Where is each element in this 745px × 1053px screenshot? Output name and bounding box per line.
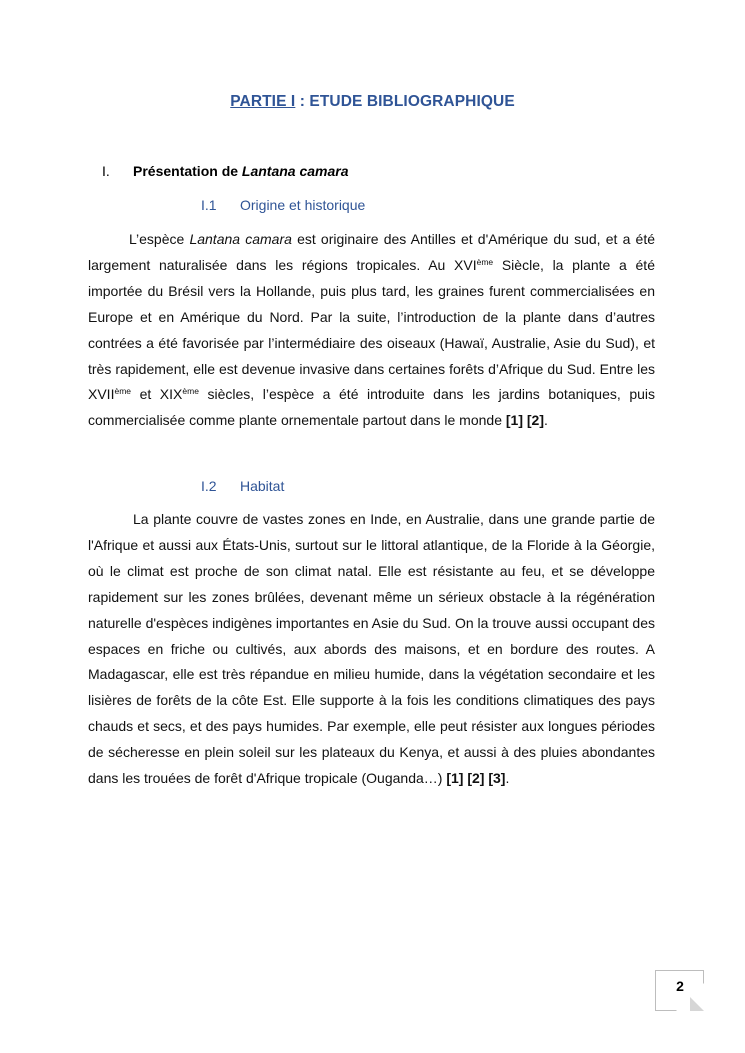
page-number: 2 — [676, 978, 684, 994]
text-run: Siècle, la plante a été importée du Brésil vers la Hollande, puis plus tard, les graines furent commercialisées en Europe et en Amérique du Nord. Par la suite, l’introduction de la plante dans d’autres contrées a été favorisée par l’intermédiaire des oiseaux (Hawaï, Australie, Asie du Sud), et très rapidement, elle est devenue invasive dans certaines forêts d’Afrique du Sud. Entre les XVII — [88, 256, 655, 403]
subsection-label: Origine et historique — [240, 197, 366, 213]
page-number-box — [655, 970, 704, 1011]
paragraph-origin — [88, 227, 655, 434]
species-name: Lantana camara — [189, 231, 292, 247]
superscript: ème — [114, 386, 132, 397]
part-title: : ETUDE BIBLIOGRAPHIQUE — [295, 93, 515, 110]
text-run: est originaire des Antilles et d'Amérique du sud, et a été largement naturalisée dans les régions tropicales. Au XVI — [88, 231, 655, 273]
text-run: . — [505, 770, 510, 787]
text-run: et XIX — [131, 386, 183, 403]
part-label: PARTIE I — [230, 93, 296, 110]
paragraph-habitat — [88, 507, 655, 792]
section-number: I. — [102, 163, 110, 179]
page-curl-icon — [690, 997, 704, 1011]
text-run: La plante couvre de vastes zones en Inde, en Australie, dans une grande partie de l'Afrique et aussi aux États-Unis, surtout sur le littoral atlantique, de la Floride à la Géorgie, où le climat est proche de son climat natal. Elle est résistante au feu, et se développe rapidement sur les zones brûlées, devenant même un sérieux obstacle à la régénération naturelle d'espèces indigènes importantes en Asie du Sud. On la trouve aussi occupant des espaces en friche ou cultivés, aux abords des maisons, et en bordure des routes. A Madagascar, elle est très répandue en milieu humide, dans la végétation secondaire et les lisières de forêts de la côte Est. Elle supporte à la fois les conditions climatiques des pays chauds et secs, et des pays humides. Par exemple, elle peut résister aux longues périodes de sécheresse en plein soleil sur les plateaux du Kenya, et aussi à des pluies abondantes dans les trouées de forêt d'Afrique tropicale (Ouganda…) — [88, 511, 655, 787]
citation: [1] [2] [3] — [446, 770, 506, 787]
section-species: Lantana camara — [241, 163, 349, 179]
subsection-number: I.1 — [201, 197, 217, 213]
text-run: L’espèce — [129, 231, 190, 247]
subsection-heading-origin — [201, 197, 365, 213]
text-run: siècles, l’espèce a été introduite dans les jardins botaniques, puis commercialisée comme plante ornementale partout dans le monde — [88, 386, 655, 429]
subsection-label: Habitat — [240, 478, 285, 494]
superscript: ème — [182, 386, 199, 397]
subsection-number: I.2 — [201, 478, 217, 494]
citation: [1] [2] — [505, 412, 545, 429]
superscript: ème — [476, 256, 494, 267]
page-title — [0, 93, 745, 111]
section-label: Présentation de — [133, 163, 242, 179]
text-run: . — [544, 412, 548, 429]
section-heading — [102, 163, 349, 179]
subsection-heading-habitat — [201, 478, 284, 494]
